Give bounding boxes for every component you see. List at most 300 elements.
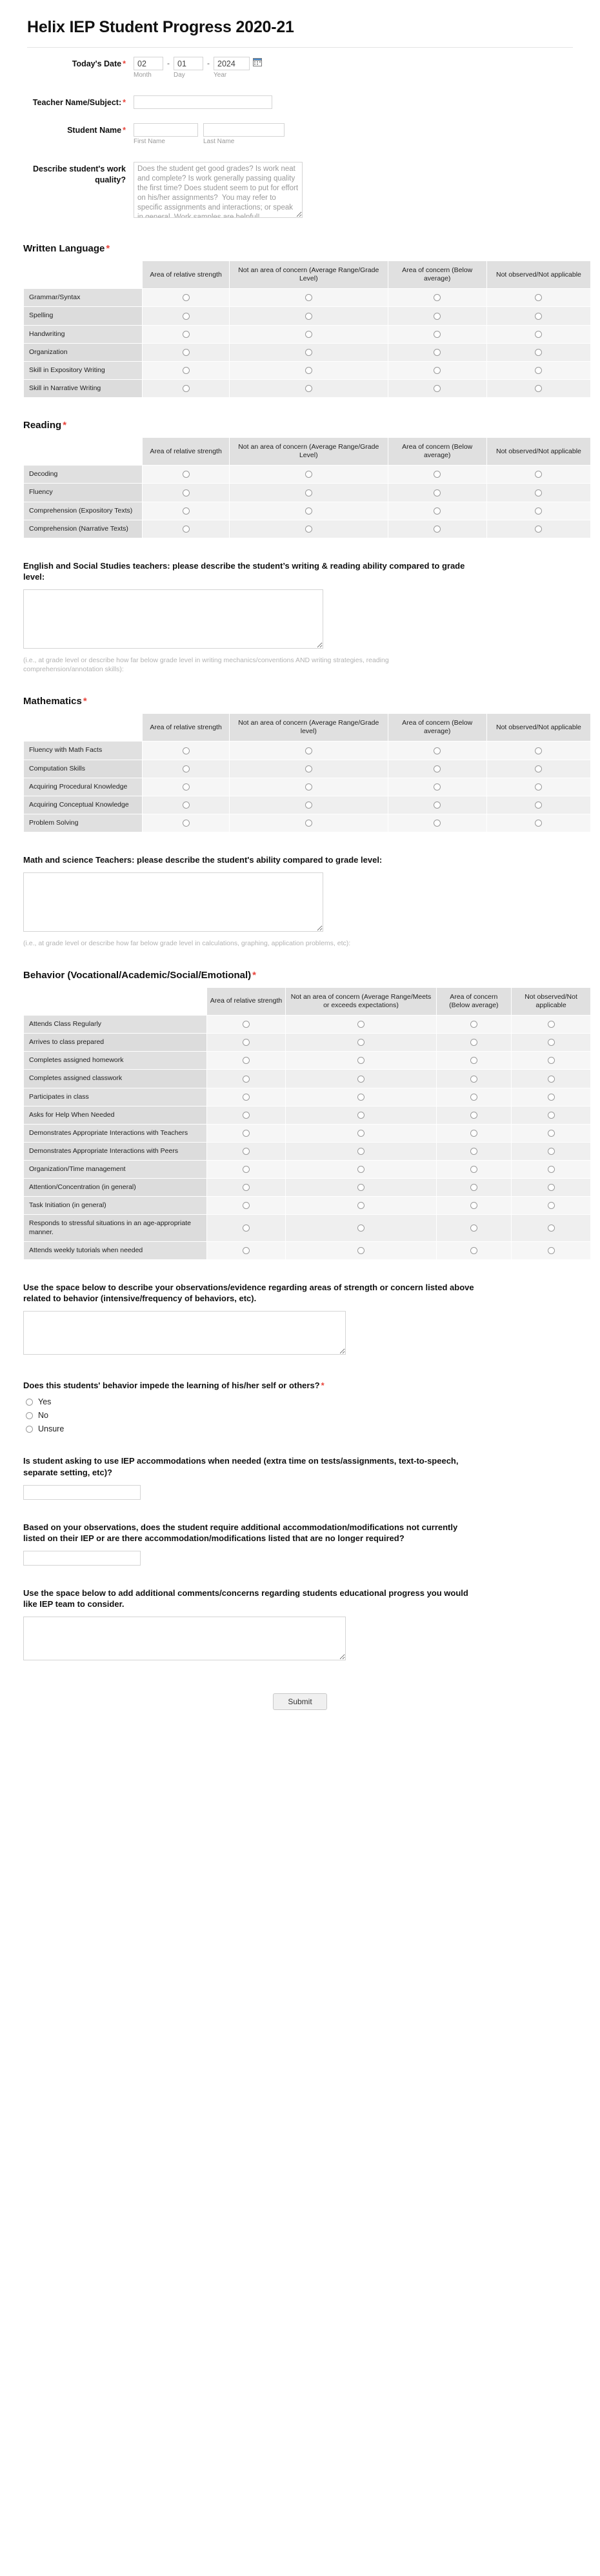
matrix-option-cell[interactable] [143,307,230,325]
radio-option[interactable] [434,313,441,320]
matrix-option-cell[interactable] [230,361,388,379]
matrix-option-cell[interactable] [388,814,486,832]
matrix-row-label: Comprehension (Expository Texts) [24,502,143,520]
matrix-option-cell[interactable] [436,1016,512,1034]
matrix-option-cell[interactable] [230,814,388,832]
matrix-option-cell[interactable] [512,1197,591,1215]
behavior-observations-textarea[interactable] [23,1311,346,1355]
radio-option[interactable] [243,1202,250,1209]
matrix-option-cell[interactable] [206,1142,286,1160]
submit-button[interactable]: Submit [273,1693,326,1710]
table-row [24,778,591,796]
radio-option[interactable] [535,765,542,772]
label-teacher-name [14,95,134,108]
radio-option[interactable] [434,507,441,515]
date-year-input[interactable] [214,57,250,70]
radio-option[interactable] [357,1057,365,1064]
matrix-option-cell[interactable] [230,466,388,484]
radio-option[interactable] [26,1426,33,1433]
matrix-option-cell[interactable] [486,289,590,307]
matrix-option-cell[interactable] [286,1088,436,1106]
radio-option[interactable] [434,367,441,374]
matrix-option-cell[interactable] [436,1197,512,1215]
matrix-option-cell[interactable] [486,343,590,361]
matrix-option-cell[interactable] [143,484,230,502]
radio-option[interactable] [183,471,190,478]
matrix-row-label: Grammar/Syntax [24,289,143,307]
radio-option[interactable] [26,1412,33,1419]
matrix-row-label: Acquiring Procedural Knowledge [24,778,143,796]
radio-option[interactable] [434,471,441,478]
matrix-option-cell[interactable] [206,1088,286,1106]
radio-option[interactable] [305,507,312,515]
matrix-option-cell[interactable] [206,1106,286,1124]
radio-option[interactable] [470,1076,477,1083]
matrix-option-cell[interactable] [512,1106,591,1124]
matrix-option-cell[interactable] [286,1215,436,1241]
radio-option[interactable] [305,801,312,809]
matrix-option-cell[interactable] [206,1215,286,1241]
work-quality-textarea[interactable] [134,162,303,218]
matrix-option-cell[interactable] [512,1161,591,1179]
radio-option[interactable] [434,385,441,392]
matrix-option-cell[interactable] [143,520,230,538]
matrix-col-header: Area of concern (Below average) [388,261,486,289]
radio-option[interactable] [535,471,542,478]
student-first-name-input[interactable] [134,123,198,137]
matrix-option-cell[interactable] [486,379,590,397]
radio-option[interactable] [535,783,542,791]
radio-option[interactable] [183,313,190,320]
matrix-option-cell[interactable] [143,796,230,814]
radio-option[interactable] [535,367,542,374]
matrix-option-cell[interactable] [206,1016,286,1034]
radio-option[interactable] [357,1224,365,1232]
radio-option[interactable] [305,526,312,533]
radio-option[interactable] [305,747,312,754]
radio-option[interactable] [535,385,542,392]
radio-option[interactable] [183,507,190,515]
matrix-option-cell[interactable] [286,1161,436,1179]
radio-option[interactable] [183,385,190,392]
table-row [24,1124,591,1142]
matrix-col-header: Area of concern (Below average) [388,714,486,742]
matrix-option-cell[interactable] [388,343,486,361]
radio-option[interactable] [535,820,542,827]
matrix-option-cell[interactable] [436,1142,512,1160]
matrix-option-cell[interactable] [286,1241,436,1259]
radio-option[interactable] [305,367,312,374]
radio-option[interactable] [243,1057,250,1064]
matrix-option-cell[interactable] [286,1052,436,1070]
radio-option[interactable] [535,507,542,515]
matrix-option-cell[interactable] [388,796,486,814]
matrix-option-cell[interactable] [388,520,486,538]
matrix-option-cell[interactable] [436,1179,512,1197]
radio-option[interactable] [243,1021,250,1028]
matrix-option-cell[interactable] [486,796,590,814]
radio-option[interactable] [548,1224,555,1232]
matrix-option-cell[interactable] [436,1052,512,1070]
radio-option[interactable] [470,1130,477,1137]
radio-option[interactable] [548,1202,555,1209]
radio-option[interactable] [470,1021,477,1028]
matrix-option-cell[interactable] [388,778,486,796]
matrix-option-cell[interactable] [206,1070,286,1088]
matrix-option-cell[interactable] [206,1161,286,1179]
radio-option[interactable] [548,1094,555,1101]
radio-option[interactable] [243,1224,250,1232]
radio-option[interactable] [243,1112,250,1119]
matrix-option-cell[interactable] [286,1124,436,1142]
matrix-option-cell[interactable] [143,778,230,796]
matrix-col-header: Area of concern (Below average) [388,438,486,466]
matrix-col-header: Not an area of concern (Average Range/Grade Level) [230,438,388,466]
matrix-option-cell[interactable] [206,1197,286,1215]
radio-option[interactable] [305,331,312,338]
matrix-option-cell[interactable] [486,520,590,538]
field-row-work-quality [14,145,586,221]
matrix-option-cell[interactable] [143,361,230,379]
matrix-option-cell[interactable] [143,466,230,484]
radio-option[interactable] [470,1224,477,1232]
matrix-option-cell[interactable] [436,1215,512,1241]
impede-option-yes[interactable] [26,1397,586,1406]
matrix-option-cell[interactable] [388,484,486,502]
radio-option[interactable] [470,1094,477,1101]
radio-option[interactable] [243,1166,250,1173]
radio-option[interactable] [357,1094,365,1101]
radio-option[interactable] [183,294,190,301]
matrix-option-cell[interactable] [286,1197,436,1215]
matrix-option-cell[interactable] [143,325,230,343]
matrix-row-label: Arrives to class prepared [24,1034,207,1052]
matrix-option-cell[interactable] [512,1241,591,1259]
radio-option[interactable] [183,526,190,533]
matrix-option-cell[interactable] [206,1034,286,1052]
matrix-option-cell[interactable] [388,361,486,379]
radio-option[interactable] [305,385,312,392]
math-science-textarea[interactable] [23,872,323,932]
label-text: Today's Date [72,59,122,68]
matrix-option-cell[interactable] [486,361,590,379]
radio-option[interactable] [535,801,542,809]
date-month-group [134,57,163,79]
radio-option[interactable] [183,801,190,809]
radio-option[interactable] [357,1039,365,1046]
table-row [24,343,591,361]
matrix-option-cell[interactable] [486,325,590,343]
radio-option[interactable] [470,1057,477,1064]
matrix-option-cell[interactable] [512,1142,591,1160]
label-text: Teacher Name/Subject: [32,98,122,107]
matrix-option-cell[interactable] [512,1088,591,1106]
matrix-option-cell[interactable] [286,1142,436,1160]
radio-option[interactable] [535,294,542,301]
radio-option[interactable] [357,1148,365,1155]
matrix-option-cell[interactable] [143,742,230,760]
matrix-option-cell[interactable] [286,1034,436,1052]
field-row-student-name [14,109,586,145]
matrix-option-cell[interactable] [512,1016,591,1034]
radio-option[interactable] [434,526,441,533]
matrix-option-cell[interactable] [206,1052,286,1070]
table-row [24,1215,591,1241]
radio-option[interactable] [305,783,312,791]
radio-option[interactable] [535,331,542,338]
matrix-option-cell[interactable] [230,742,388,760]
radio-option[interactable] [357,1247,365,1254]
radio-option[interactable] [470,1166,477,1173]
matrix-option-cell[interactable] [436,1106,512,1124]
matrix-option-cell[interactable] [436,1241,512,1259]
radio-option[interactable] [357,1202,365,1209]
radio-option[interactable] [548,1184,555,1191]
radio-option[interactable] [357,1021,365,1028]
radio-option[interactable] [357,1184,365,1191]
radio-option[interactable] [183,489,190,497]
radio-option[interactable] [183,331,190,338]
matrix-row-label: Decoding [24,466,143,484]
radio-option[interactable] [470,1039,477,1046]
english-social-studies-textarea[interactable] [23,589,323,649]
radio-option[interactable] [548,1076,555,1083]
student-last-name-input[interactable] [203,123,285,137]
calendar-icon[interactable] [253,57,262,66]
radio-option[interactable] [535,747,542,754]
radio-option[interactable] [548,1166,555,1173]
matrix-option-cell[interactable] [230,796,388,814]
matrix-option-cell[interactable] [206,1241,286,1259]
radio-option[interactable] [470,1247,477,1254]
student-last-sublabel: Last Name [203,138,235,145]
matrix-option-cell[interactable] [388,289,486,307]
radio-option[interactable] [548,1247,555,1254]
radio-option[interactable] [183,765,190,772]
matrix-col-header: Area of concern (Below average) [436,987,512,1015]
radio-option[interactable] [548,1148,555,1155]
date-month-input[interactable] [134,57,163,70]
matrix-option-cell[interactable] [512,1124,591,1142]
radio-option[interactable] [535,349,542,356]
matrix-row-label: Responds to stressful situations in an age-appropriate manner. [24,1215,207,1241]
table-row [24,466,591,484]
matrix-option-cell[interactable] [486,466,590,484]
radio-option[interactable] [305,313,312,320]
impede-option-no[interactable] [26,1411,586,1420]
matrix-option-cell[interactable] [230,343,388,361]
radio-option[interactable] [183,783,190,791]
final-comments-textarea[interactable] [23,1617,346,1660]
matrix-written-language [23,261,591,398]
table-row [24,1106,591,1124]
matrix-option-cell[interactable] [436,1034,512,1052]
question-behavior-observations: Use the space below to describe your observations/evidence regarding areas of strength or concern listed above related to behavior (intensive/frequency of behaviors, etc). [23,1282,474,1304]
radio-option[interactable] [357,1130,365,1137]
matrix-option-cell[interactable] [388,502,486,520]
radio-option[interactable] [470,1148,477,1155]
matrix-option-cell[interactable] [512,1070,591,1088]
question-impede-learning [23,1380,475,1391]
matrix-option-cell[interactable] [286,1106,436,1124]
radio-option[interactable] [434,747,441,754]
block-accommodations-usage [14,1455,586,1499]
radio-option[interactable] [243,1148,250,1155]
block-behavior-observations [14,1282,586,1358]
label-todays-date [14,57,134,70]
table-row [24,796,591,814]
radio-option[interactable] [434,489,441,497]
submit-area [14,1693,586,1710]
matrix-option-cell[interactable] [486,760,590,778]
matrix-option-cell[interactable] [230,484,388,502]
radio-option[interactable] [470,1184,477,1191]
matrix-option-cell[interactable] [486,484,590,502]
radio-option[interactable] [305,471,312,478]
radio-option[interactable] [305,294,312,301]
radio-option[interactable] [243,1094,250,1101]
matrix-corner-cell [24,261,143,289]
radio-option[interactable] [434,801,441,809]
radio-option[interactable] [470,1112,477,1119]
matrix-option-cell[interactable] [230,307,388,325]
matrix-option-cell[interactable] [230,778,388,796]
radio-option[interactable] [548,1039,555,1046]
radio-option[interactable] [548,1130,555,1137]
matrix-option-cell[interactable] [486,814,590,832]
radio-option[interactable] [434,349,441,356]
radio-option[interactable] [243,1247,250,1254]
radio-option[interactable] [434,294,441,301]
radio-option[interactable] [535,489,542,497]
radio-option[interactable] [535,526,542,533]
matrix-option-cell[interactable] [486,307,590,325]
radio-option[interactable] [357,1166,365,1173]
radio-option[interactable] [548,1057,555,1064]
matrix-option-cell[interactable] [143,343,230,361]
matrix-body [24,466,591,538]
section-behavior [14,970,586,1260]
matrix-option-cell[interactable] [388,742,486,760]
matrix-option-cell[interactable] [388,466,486,484]
radio-option[interactable] [305,765,312,772]
matrix-row-label: Participates in class [24,1088,207,1106]
table-row [24,1197,591,1215]
matrix-option-cell[interactable] [388,325,486,343]
matrix-option-cell[interactable] [230,325,388,343]
radio-option[interactable] [548,1112,555,1119]
date-separator-2: - [207,59,210,68]
matrix-option-cell[interactable] [436,1088,512,1106]
matrix-option-cell[interactable] [436,1070,512,1088]
matrix-option-cell[interactable] [512,1052,591,1070]
matrix-row-label: Spelling [24,307,143,325]
date-day-input[interactable] [174,57,203,70]
radio-option[interactable] [26,1399,33,1406]
matrix-option-cell[interactable] [436,1161,512,1179]
additional-accommodations-input[interactable] [23,1551,141,1566]
radio-option[interactable] [183,367,190,374]
matrix-option-cell[interactable] [230,502,388,520]
radio-option[interactable] [183,820,190,827]
matrix-option-cell[interactable] [206,1124,286,1142]
question-accommodations-usage: Is student asking to use IEP accommodations when needed (extra time on tests/assignments, text-to-speech, separate setting, etc)? [23,1456,459,1477]
matrix-option-cell[interactable] [143,289,230,307]
accommodations-usage-input[interactable] [23,1485,141,1500]
matrix-option-cell[interactable] [143,760,230,778]
matrix-col-header: Not an area of concern (Average Range/Grade level) [230,714,388,742]
radio-option[interactable] [243,1076,250,1083]
radio-option[interactable] [243,1184,250,1191]
matrix-option-cell[interactable] [286,1016,436,1034]
matrix-option-cell[interactable] [486,742,590,760]
matrix-body [24,742,591,832]
matrix-row-label: Acquiring Conceptual Knowledge [24,796,143,814]
impede-option-unsure[interactable] [26,1424,586,1433]
radio-option[interactable] [243,1130,250,1137]
matrix-option-cell[interactable] [512,1179,591,1197]
radio-option[interactable] [434,765,441,772]
matrix-option-cell[interactable] [512,1034,591,1052]
required-asterisk: * [252,969,256,981]
radio-option[interactable] [183,747,190,754]
field-row-teacher-name [14,79,586,109]
matrix-option-cell[interactable] [230,760,388,778]
radio-option[interactable] [434,331,441,338]
matrix-option-cell[interactable] [486,778,590,796]
matrix-option-cell[interactable] [388,760,486,778]
radio-option[interactable] [434,820,441,827]
radio-option[interactable] [470,1202,477,1209]
radio-option[interactable] [305,489,312,497]
matrix-row-label: Computation Skills [24,760,143,778]
matrix-option-cell[interactable] [230,379,388,397]
matrix-option-cell[interactable] [286,1070,436,1088]
section-title-written-language [23,243,586,254]
table-row [24,760,591,778]
radio-option[interactable] [357,1112,365,1119]
matrix-option-cell[interactable] [286,1179,436,1197]
matrix-option-cell[interactable] [388,379,486,397]
hint-english-social-studies: (i.e., at grade level or describe how far below grade level in writing mechanics/conventions AND writing strategies, reading comprehension/annotation skills): [23,656,389,674]
matrix-option-cell[interactable] [143,379,230,397]
table-row [24,1161,591,1179]
radio-option[interactable] [357,1076,365,1083]
teacher-name-input[interactable] [134,95,272,109]
matrix-option-cell[interactable] [512,1215,591,1241]
matrix-option-cell[interactable] [388,307,486,325]
radio-option[interactable] [535,313,542,320]
matrix-reading [23,437,591,538]
matrix-option-cell[interactable] [436,1124,512,1142]
matrix-option-cell[interactable] [486,502,590,520]
label-work-quality: Describe student's work quality? [33,164,126,184]
matrix-option-cell[interactable] [143,814,230,832]
matrix-option-cell[interactable] [230,289,388,307]
radio-option[interactable] [434,783,441,791]
matrix-option-cell[interactable] [230,520,388,538]
radio-option[interactable] [548,1021,555,1028]
matrix-option-cell[interactable] [143,502,230,520]
matrix-option-cell[interactable] [206,1179,286,1197]
radio-option[interactable] [243,1039,250,1046]
radio-option[interactable] [183,349,190,356]
radio-option[interactable] [305,349,312,356]
matrix-corner-cell [24,987,207,1015]
question-text: Does this students' behavior impede the learning of his/her self or others? [23,1380,320,1390]
matrix-col-header: Area of relative strength [206,987,286,1015]
radio-option[interactable] [305,820,312,827]
